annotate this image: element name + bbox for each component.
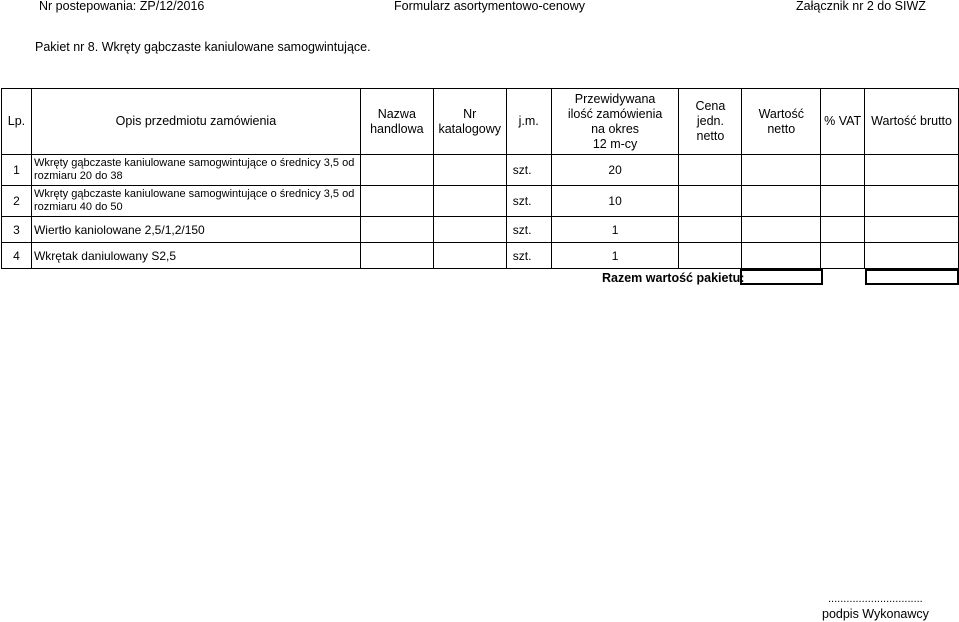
row-ilosc: 1 bbox=[551, 243, 679, 269]
row-vat-cell[interactable] bbox=[821, 243, 865, 269]
row-vat-cell[interactable] bbox=[821, 217, 865, 243]
row-brutto-cell[interactable] bbox=[865, 217, 959, 243]
row-lp: 3 bbox=[2, 217, 32, 243]
col-nazwa: Nazwa handlowa bbox=[360, 89, 433, 155]
row-opis: Wkręty gąbczaste kaniulowane samogwintujące o średnicy 3,5 od rozmiaru 40 do 50 bbox=[31, 186, 360, 217]
razem-netto-box[interactable] bbox=[740, 269, 823, 285]
row-cena-cell[interactable] bbox=[679, 243, 742, 269]
col-ilosc: Przewidywana ilość zamówienia na okres 12 m-cy bbox=[551, 89, 679, 155]
zalacznik: Załącznik nr 2 do SIWZ bbox=[796, 0, 926, 13]
col-opis: Opis przedmiotu zamówienia bbox=[31, 89, 360, 155]
signature-line: ............................... bbox=[828, 593, 923, 605]
row-jm: szt. bbox=[506, 155, 551, 186]
signature-label: podpis Wykonawcy bbox=[822, 607, 929, 621]
row-brutto-cell[interactable] bbox=[865, 155, 959, 186]
col-wartosc-brutto: Wartość brutto bbox=[865, 89, 959, 155]
row-netto-cell[interactable] bbox=[742, 217, 821, 243]
table-row bbox=[2, 155, 959, 186]
row-cena-cell[interactable] bbox=[679, 186, 742, 217]
row-nr-cell[interactable] bbox=[433, 155, 506, 186]
items-table bbox=[1, 88, 959, 269]
row-brutto-cell[interactable] bbox=[865, 243, 959, 269]
table-row bbox=[2, 217, 959, 243]
row-cena-cell[interactable] bbox=[679, 155, 742, 186]
row-opis: Wkręty gąbczaste kaniulowane samogwintujące o średnicy 3,5 od rozmiaru 20 do 38 bbox=[31, 155, 360, 186]
row-nazwa-cell[interactable] bbox=[360, 243, 433, 269]
pakiet-title: Pakiet nr 8. Wkręty gąbczaste kaniulowane samogwintujące. bbox=[35, 40, 371, 54]
formularz-title: Formularz asortymentowo-cenowy bbox=[394, 0, 586, 13]
col-wartosc-netto: Wartość netto bbox=[742, 89, 821, 155]
row-opis: Wiertło kaniolowane 2,5/1,2/150 bbox=[31, 217, 360, 243]
col-jm: j.m. bbox=[506, 89, 551, 155]
row-nr-cell[interactable] bbox=[433, 243, 506, 269]
row-vat-cell[interactable] bbox=[821, 155, 865, 186]
row-jm: szt. bbox=[506, 217, 551, 243]
row-cena-cell[interactable] bbox=[679, 217, 742, 243]
razem-label: Razem wartość pakietu: bbox=[602, 271, 745, 285]
row-vat-cell[interactable] bbox=[821, 186, 865, 217]
row-opis: Wkrętak daniulowany S2,5 bbox=[31, 243, 360, 269]
col-cena: Cena jedn. netto bbox=[679, 89, 742, 155]
row-nr-cell[interactable] bbox=[433, 186, 506, 217]
row-ilosc: 20 bbox=[551, 155, 679, 186]
row-nazwa-cell[interactable] bbox=[360, 155, 433, 186]
row-netto-cell[interactable] bbox=[742, 186, 821, 217]
row-brutto-cell[interactable] bbox=[865, 186, 959, 217]
row-lp: 4 bbox=[2, 243, 32, 269]
row-ilosc: 10 bbox=[551, 186, 679, 217]
col-nr: Nr katalogowy bbox=[433, 89, 506, 155]
header-row bbox=[2, 89, 959, 155]
row-nr-cell[interactable] bbox=[433, 217, 506, 243]
row-jm: szt. bbox=[506, 243, 551, 269]
row-netto-cell[interactable] bbox=[742, 155, 821, 186]
row-jm: szt. bbox=[506, 186, 551, 217]
col-lp: Lp. bbox=[2, 89, 32, 155]
row-lp: 2 bbox=[2, 186, 32, 217]
row-netto-cell[interactable] bbox=[742, 243, 821, 269]
table-row bbox=[2, 186, 959, 217]
nr-postepowania: Nr postepowania: ZP/12/2016 bbox=[39, 0, 205, 13]
row-nazwa-cell[interactable] bbox=[360, 186, 433, 217]
table-row bbox=[2, 243, 959, 269]
row-lp: 1 bbox=[2, 155, 32, 186]
razem-brutto-box[interactable] bbox=[865, 269, 959, 285]
row-nazwa-cell[interactable] bbox=[360, 217, 433, 243]
col-vat: % VAT bbox=[821, 89, 865, 155]
row-ilosc: 1 bbox=[551, 217, 679, 243]
